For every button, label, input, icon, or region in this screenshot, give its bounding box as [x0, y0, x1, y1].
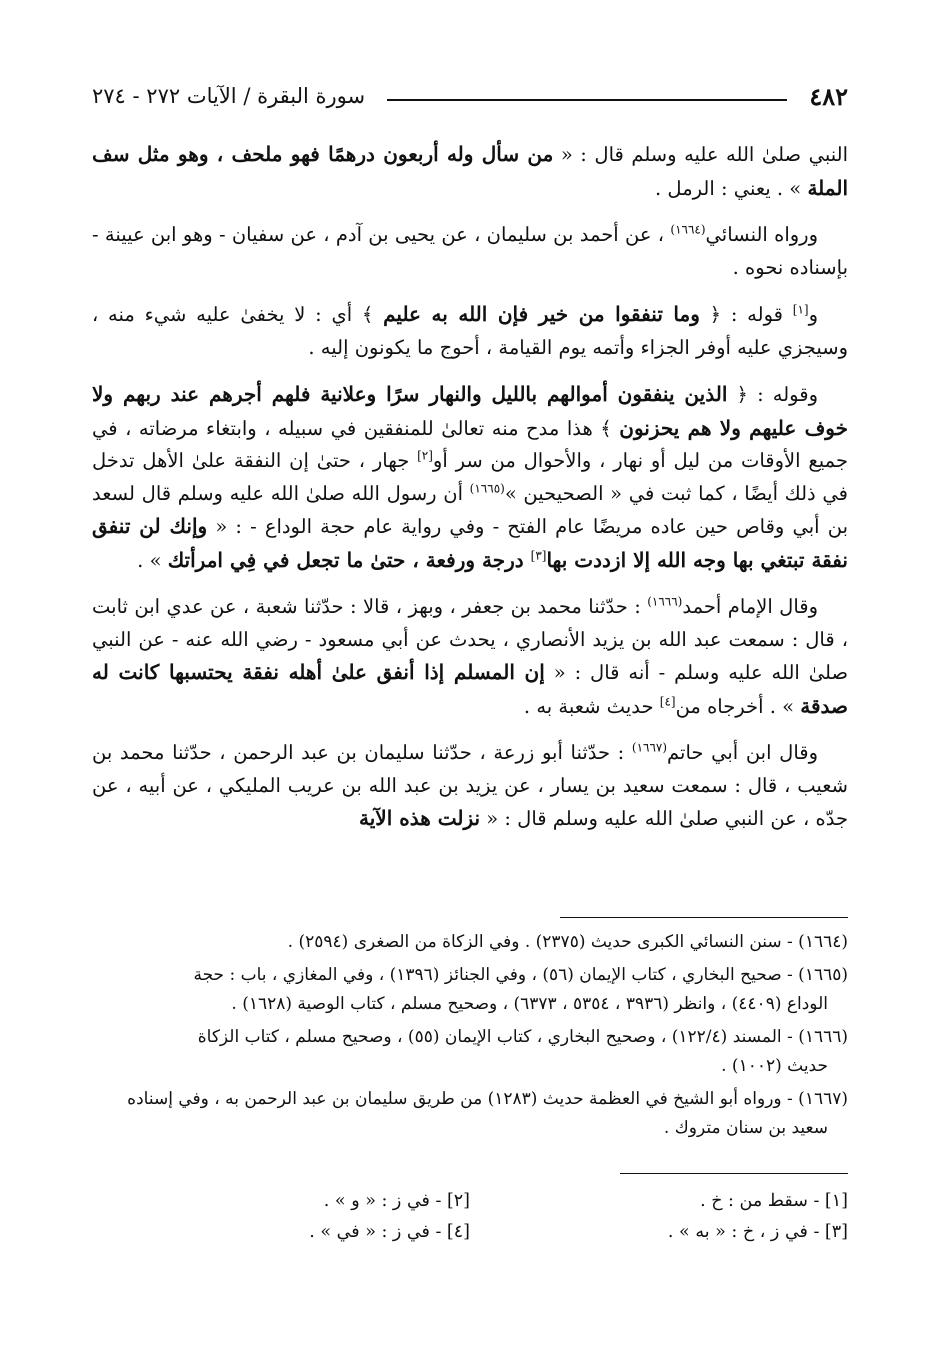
note-ref[interactable]: [٢]: [417, 448, 433, 463]
hadith-quote: وإنك لن تنفق نفقة تبتغي بها وجه الله إلا ازددت بها: [92, 514, 848, 572]
footnote-text: (١٦٦٦) - المسند (١٢٢/٤) ، وصحيح البخاري ، كتاب الإيمان (٥٥) ، وصحيح مسلم ، كتاب الزكاة: [197, 1027, 848, 1047]
hadith-quote: من سأل وله أربعون درهمًا فهو ملحف ، وهو مثل سف الملة: [92, 142, 848, 200]
text-run: : حدّثنا محمد بن جعفر ، وبهز ، قالا : حدّثنا شعبة ، عن عدي ابن ثابت ، قال : سمعت عبد الله بن يزيد الأنصاري ، يحدث عن أبي مسعود - رضي الله عنه - عن النبي صلىٰ الله عليه وسلم - أنه قال : «: [92, 595, 849, 684]
footnote-text: (١٦٦٤) - سنن النسائي الكبرى حديث (٢٣٧٥) . وفي الزكاة من الصغرى (٢٥٩٤) .: [287, 932, 848, 952]
paragraph-4: [92, 378, 848, 577]
text-run: وقوله : ﴿: [727, 383, 818, 406]
footnote-text: (١٦٦٥) - صحيح البخاري ، كتاب الإيمان (٥٦) ، وفي الجنائز (١٣٩٦) ، وفي المغازي ، باب : حجة: [193, 965, 848, 985]
footnotes: [92, 928, 848, 1147]
footnote-1666: [92, 1023, 848, 1081]
note-ref[interactable]: [١]: [792, 302, 809, 317]
text-run: » . أخرجاه من: [675, 694, 801, 718]
manuscript-notes: [92, 1186, 848, 1248]
note-4: [٤] - في ز : « في » .: [309, 1222, 470, 1242]
footnote-text: (١٦٦٧) - ورواه أبو الشيخ في العظمة حديث (١٢٨٣) من طريق سليمان بن عبد الرحمن به ، وفي إسناده: [127, 1089, 848, 1109]
footnote-1667: [92, 1085, 848, 1143]
text-run: حديث شعبة به .: [523, 694, 660, 718]
paragraph-2: [92, 219, 848, 284]
notes-separator: [620, 1173, 848, 1174]
text-run: وقال الإمام أحمد: [682, 595, 818, 618]
quran-verse: وما تنفقوا من خير فإن الله به عليم: [383, 302, 700, 326]
text-run: ورواه النسائي: [705, 223, 818, 246]
footnote-ref[interactable]: (١٦٦٥): [469, 481, 505, 495]
footnote-ref[interactable]: (١٦٦٦): [647, 594, 683, 609]
text-run: أن رسول الله صلىٰ الله عليه وسلم قال لسعد بن أبي وقاص حين عاده مريضًا عام الفتح - وفي رواية عام حجة الوداع - : «: [92, 481, 848, 538]
note-1: [١] - سقط من : خ .: [700, 1191, 848, 1211]
main-text: [92, 138, 848, 850]
text-run: ، عن أحمد بن سليمان ، عن يحيى بن آدم ، عن سفيان - وهو ابن عيينة - بإسناده نحوه .: [92, 223, 848, 279]
text-run: » . يعني : الرمل .: [655, 176, 808, 200]
note-ref[interactable]: [٤]: [659, 694, 676, 708]
text-run: ﴾ هذا مدح منه تعالىٰ للمنفقين في سبيله ، وابتغاء مرضاته ، في جميع الأوقات من ليل أو نهار ، والأحوال من سر أو: [92, 416, 848, 472]
paragraph-1: [92, 138, 848, 205]
text-run: ﴾ أي : لا يخفىٰ عليه شيء منه ، وسيجزي عليه أوفر الجزاء وأتمه يوم القيامة ، أحوج ما يكونون إليه .: [92, 303, 848, 359]
text-run: » .: [137, 548, 168, 572]
footnote-ref[interactable]: (١٦٦٧): [631, 740, 668, 755]
footnote-text-cont: حديث (١٠٠٢) .: [721, 1056, 828, 1076]
paragraph-6: [92, 737, 848, 836]
note-3: [٣] - في ز ، خ : « به » .: [667, 1222, 848, 1242]
note-2: [٢] - في ز : « و » .: [323, 1191, 470, 1211]
paragraph-5: [92, 591, 848, 723]
note-ref[interactable]: [٣]: [530, 548, 547, 562]
header-title: سورة البقرة / الآيات ٢٧٢ - ٢٧٤: [92, 84, 366, 108]
hadith-quote: درجة ورفعة ، حتىٰ ما تجعل في فِي امرأتك: [167, 547, 531, 572]
quran-verse: الذين ينفقون أموالهم بالليل والنهار سرًا وعلانية فلهم أجرهم عند ربهم ولا خوف عليهم ولا هم يحزنون: [92, 382, 848, 440]
hadith-quote: إن المسلم إذا أنفق علىٰ أهله نفقة يحتسبها كانت له صدقة: [92, 660, 848, 718]
hadith-quote: نزلت هذه الآية: [359, 806, 481, 830]
paragraph-3: [92, 298, 848, 364]
text-run: : حدّثنا أبو زرعة ، حدّثنا سليمان بن عبد الرحمن ، حدّثنا محمد بن شعيب ، قال : سمعت سعيد بن يسار ، عن يزيد بن عبد الله بن عريب المليكي ، عن أبيه ، عن جدّه ، عن النبي صلىٰ الله عليه وسلم قال : «: [92, 741, 848, 830]
page-number: ٤٨٢: [809, 81, 848, 111]
text-run: قوله : ﴿: [699, 303, 793, 326]
text-run: وقال ابن أبي حاتم: [667, 741, 818, 764]
footnote-1665: [92, 961, 848, 1019]
footnote-text-cont: الوداع (٤٤٠٩) ، وانظر (٣٩٣٦ ، ٥٣٥٤ ، ٦٣٧٣) ، وصحيح مسلم ، كتاب الوصية (١٦٢٨) .: [231, 994, 828, 1014]
text-run: و: [808, 303, 818, 326]
footnote-ref[interactable]: (١٦٦٤): [670, 222, 706, 237]
running-header: [92, 78, 848, 114]
text-run: جهار ، حتىٰ إن النفقة علىٰ الأهل تدخل في ذلك أيضًا ، كما ثبت في « الصحيحين »: [92, 449, 848, 505]
footnote-1664: [92, 928, 848, 957]
footnote-separator: [560, 917, 848, 918]
footnote-text-cont: سعيد بن سنان متروك .: [663, 1118, 828, 1138]
header-rule: [387, 99, 787, 101]
text-run: النبي صلىٰ الله عليه وسلم قال : «: [553, 143, 849, 166]
